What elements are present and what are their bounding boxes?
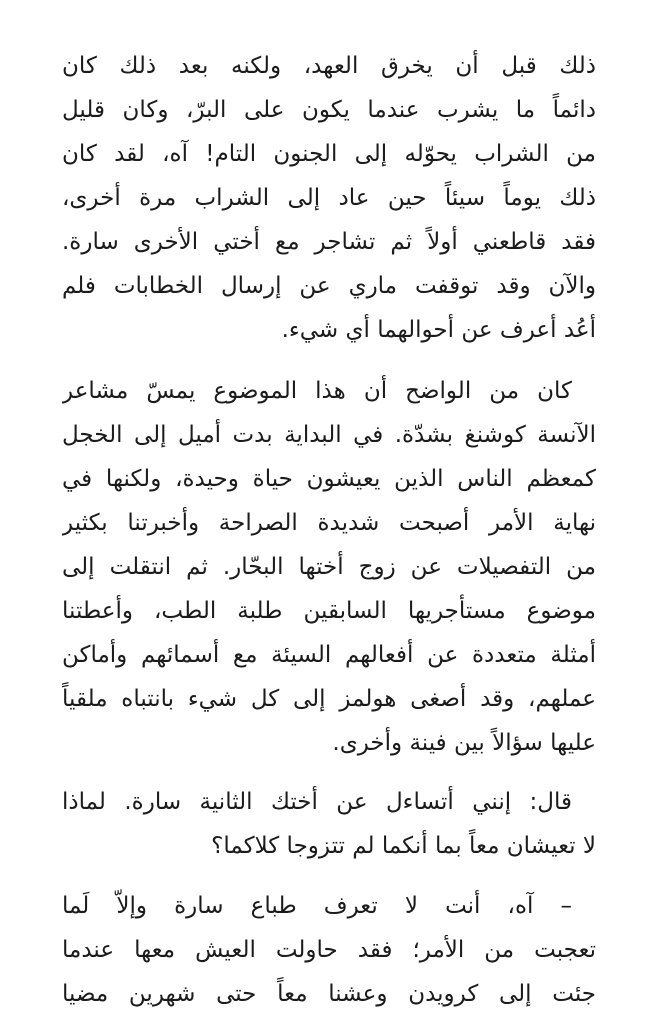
text-line: قال: إنني أتساءل عن أختك الثانية سارة. لماذا bbox=[62, 789, 572, 815]
text-line: الآنسة كوشنغ بشدّة. في البداية بدت أميل إلى الخجل bbox=[62, 422, 596, 448]
text-line: عملهم، وقد أصغى هولمز إلى كل شيء بانتباه ملقياً bbox=[62, 686, 596, 712]
paragraph-4 bbox=[62, 884, 596, 1016]
paragraph-2 bbox=[62, 369, 596, 765]
text-line: فقد قاطعني أولاً ثم تشاجر مع أختي الأخرى سارة. bbox=[62, 229, 596, 255]
paragraph-1 bbox=[62, 44, 596, 352]
text-line: أمثلة متعددة عن أفعالهم السيئة مع أسمائهم وأماكن bbox=[62, 642, 596, 668]
text-line: لا تعيشان معاً بما أنكما لم تتزوجا كلاكما؟ bbox=[211, 833, 596, 859]
text-line: كان من الواضح أن هذا الموضوع يمسّ مشاعر bbox=[62, 378, 572, 404]
text-line: أعُد أعرف عن أحوالهما أي شيء. bbox=[281, 317, 596, 343]
text-line: ذلك يوماً سيئاً حين عاد إلى الشراب مرة أخرى، bbox=[62, 185, 596, 211]
text-line: من الشراب يحوّله إلى الجنون التام! آه، لقد كان bbox=[62, 141, 596, 167]
text-line: كمعظم الناس الذين يعيشون حياة وحيدة، ولكنها في bbox=[62, 466, 596, 492]
text-line: – آه، أنت لا تعرف طباع سارة وإلاّ لَما bbox=[62, 893, 572, 919]
text-line: نهاية الأمر أصبحت شديدة الصراحة وأخبرتنا بكثير bbox=[62, 510, 596, 536]
text-line: من التفصيلات عن زوج أختها البحّار. ثم انتقلت إلى bbox=[62, 554, 596, 580]
text-line: والآن وقد توقفت ماري عن إرسال الخطابات فلم bbox=[62, 273, 596, 299]
book-page bbox=[62, 44, 596, 1016]
text-line: تعجبت من الأمر؛ فقد حاولت العيش معها عندما bbox=[62, 937, 596, 963]
text-line: ذلك قبل أن يخرق العهد، ولكنه بعد ذلك كان bbox=[62, 53, 596, 79]
text-line: عليها سؤالاً بين فينة وأخرى. bbox=[332, 730, 596, 756]
text-line: جئت إلى كرويدن وعشنا معاً حتى شهرين مضيا bbox=[62, 981, 596, 1007]
text-line: دائماً ما يشرب عندما يكون على البرّ، وكان قليل bbox=[62, 97, 596, 123]
text-line: موضوع مستأجريها السابقين طلبة الطب، وأعطتنا bbox=[62, 598, 596, 624]
paragraph-3 bbox=[62, 780, 596, 868]
